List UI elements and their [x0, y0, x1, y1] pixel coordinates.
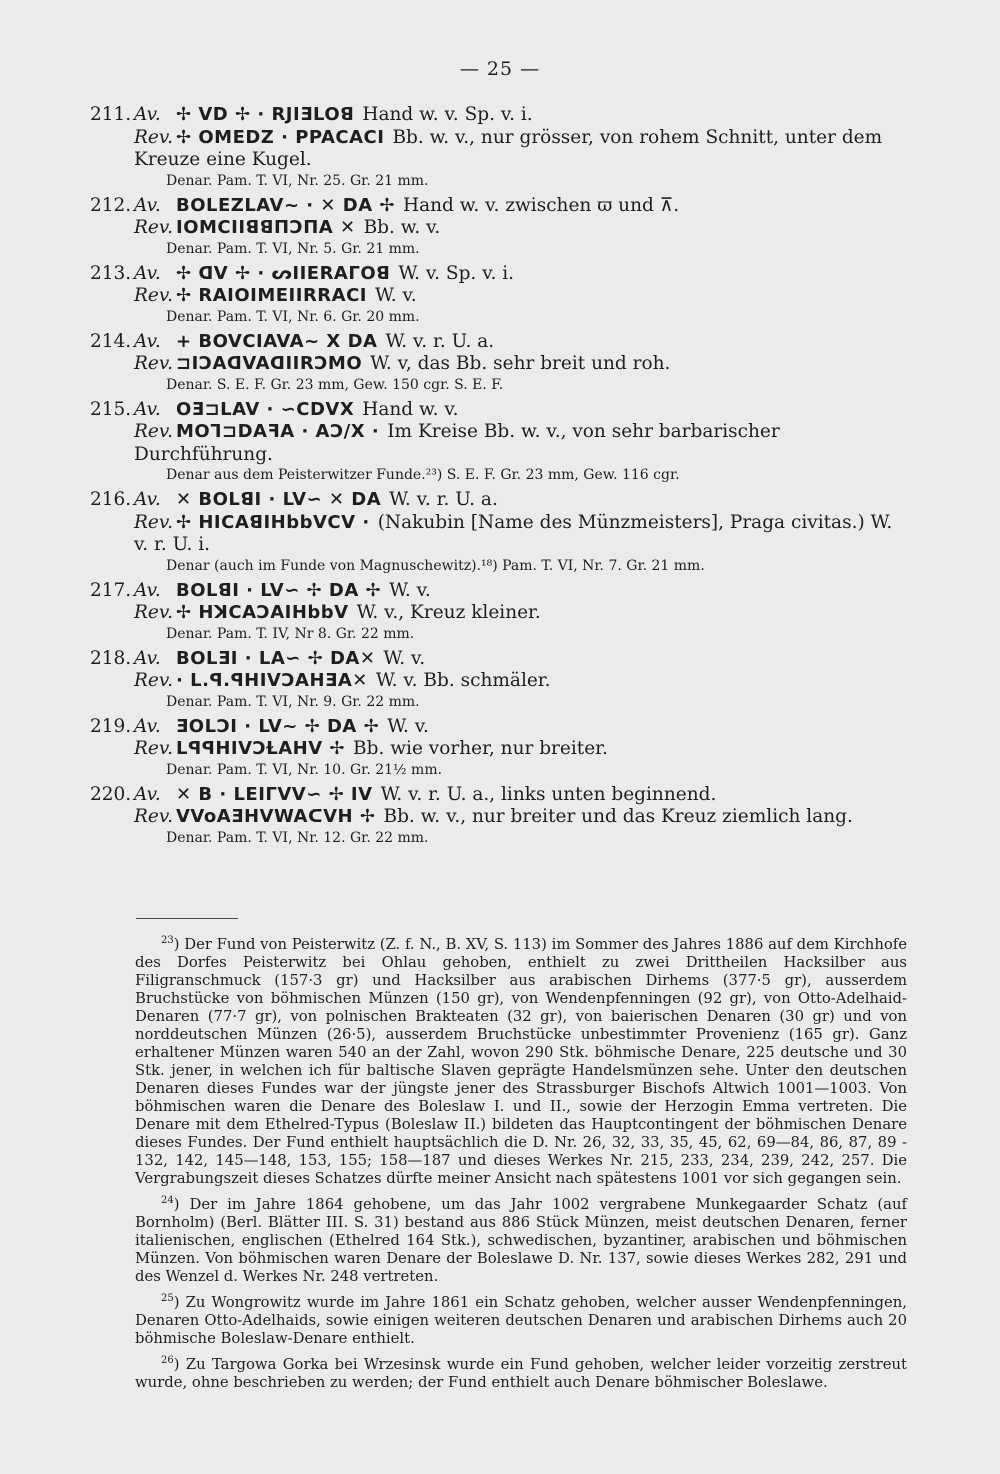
obverse-line	[90, 715, 910, 739]
coin-metadata: Denar. Pam. T. VI, Nr. 10. Gr. 21½ mm.	[166, 761, 443, 778]
reverse-label: Rev.	[134, 126, 174, 148]
reverse-label: Rev.	[134, 806, 174, 827]
footnotes	[135, 932, 907, 1396]
footnote-text: ) Zu Targowa Gorka bei Wrzesinsk wurde ein Fund gehoben, welcher leider vorzeitig zerstreut wurde, ohne beschrieben zu werden; der Fund enthielt auch Denare böhmischer Boleslawe.	[135, 1355, 907, 1391]
obverse-label: Av.	[134, 783, 161, 805]
obverse-description: Hand w. v. zwischen ϖ und ⊼.	[402, 194, 680, 216]
coin-entry	[90, 489, 910, 576]
reverse-description: W. v, das Bb. sehr breit und roh.	[370, 353, 671, 374]
obverse-description: W. v.	[389, 579, 431, 601]
obverse-description: W. v.	[383, 647, 426, 669]
reverse-line	[134, 353, 910, 376]
entry-number: 211.	[90, 104, 132, 125]
obverse-line	[90, 783, 910, 807]
coin-metadata: Denar. Pam. T. VI, Nr. 12. Gr. 22 mm.	[166, 829, 429, 846]
reverse-legend: VVoAƎHVWAᑕVH ✢	[176, 806, 376, 827]
obverse-line	[90, 330, 910, 354]
coin-entries	[90, 104, 910, 852]
obverse-label: Av.	[134, 104, 161, 125]
footnote-mark: 24	[161, 1194, 174, 1206]
entry-number: 218.	[90, 647, 132, 669]
entry-number: 216.	[90, 489, 132, 510]
coin-metadata: Denar (auch im Funde von Magnuschewitz).¹⁸) Pam. T. VI, Nr. 7. Gr. 21 mm.	[166, 557, 705, 574]
footnote-mark: 26	[161, 1354, 174, 1366]
footnote	[135, 932, 907, 1188]
reverse-line	[134, 217, 910, 240]
obverse-line	[90, 579, 910, 603]
obverse-label: Av.	[134, 489, 161, 510]
obverse-description: W. v. r. U. a.	[385, 330, 495, 352]
footnote-mark: 23	[161, 935, 174, 946]
reverse-line	[134, 285, 910, 308]
reverse-description: W. v., Kreuz kleiner.	[356, 602, 541, 623]
footnote-mark: 25	[161, 1292, 174, 1304]
obverse-description: Hand w. v.	[362, 398, 459, 420]
reverse-description: Bb. w. v., nur breiter und das Kreuz ziemlich lang.	[383, 806, 853, 827]
obverse-line	[90, 194, 910, 218]
coin-metadata: Denar. Pam. T. VI, Nr. 25. Gr. 21 mm.	[166, 172, 429, 189]
coin-entry	[90, 648, 910, 712]
coin-entry	[90, 580, 910, 644]
obverse-legend: ✢ VD ✢ · RJIƎLOꓭ	[176, 104, 355, 125]
reverse-legend: ✢ HꓘCAƆAIHbbV	[176, 602, 349, 623]
reverse-line	[134, 670, 910, 693]
obverse-label: Av.	[134, 194, 161, 216]
reverse-description: Bb. w. v., nur grösser, von rohem Schnitt, unter dem Kreuze eine Kugel.	[134, 126, 883, 170]
obverse-line	[90, 262, 910, 286]
reverse-label: Rev.	[134, 421, 174, 442]
reverse-label: Rev.	[134, 217, 174, 238]
coin-entry	[90, 331, 910, 395]
coin-entry	[90, 104, 910, 191]
coin-entry	[90, 784, 910, 848]
entry-number: 220.	[90, 783, 132, 805]
obverse-description: W. v. r. U. a.	[389, 489, 498, 510]
reverse-legend: ✢ OMEDZ · PPACACI	[176, 126, 385, 148]
reverse-description: Im Kreise Bb. w. v., von sehr barbarischer Durchführung.	[134, 421, 780, 465]
reverse-legend: MOᒣ⊐DAꟻA · AƆ/X ·	[176, 421, 380, 442]
footnote	[135, 1192, 907, 1286]
page-number: — 25 —	[459, 58, 541, 80]
entry-number: 213.	[90, 262, 132, 284]
coin-entry	[90, 263, 910, 327]
obverse-label: Av.	[134, 398, 161, 420]
reverse-description: Bb. wie vorher, nur breiter.	[353, 738, 608, 759]
obverse-line	[90, 104, 910, 127]
obverse-description: W. v. Sp. v. i.	[398, 262, 515, 284]
reverse-line	[134, 421, 910, 466]
footnote	[135, 1352, 907, 1392]
reverse-label: Rev.	[134, 285, 174, 306]
reverse-label: Rev.	[134, 511, 174, 533]
obverse-legend: ✕ BOLꓭI · LV∽ ✕ DA	[176, 489, 382, 510]
obverse-legend: ✢ ᗡV ✢ · ᔕIIERAΓOꓭ	[176, 262, 391, 284]
coin-metadata: Denar aus dem Peisterwitzer Funde.²³) S. E. F. Gr. 23 mm, Gew. 116 cgr.	[166, 467, 680, 483]
coin-entry	[90, 716, 910, 780]
obverse-line	[90, 647, 910, 671]
coin-metadata: Denar. Pam. T. VI, Nr. 6. Gr. 20 mm.	[166, 308, 420, 325]
obverse-legend: BOLEZLAV~ · ✕ DA ✢	[176, 194, 395, 216]
reverse-legend: LꟼꟼHIVƆⱢAHV ✢	[176, 738, 346, 759]
reverse-label: Rev.	[134, 353, 174, 374]
obverse-line	[90, 489, 910, 512]
obverse-label: Av.	[134, 579, 161, 601]
reverse-legend: ⊐IƆAᗡVAᗡIIRƆMO	[176, 353, 363, 374]
obverse-legend: BOLꓭI · LV∽ ✢ DA ✢	[176, 579, 382, 601]
coin-entry	[90, 399, 910, 486]
footnote-text: ) Der Fund von Peisterwitz (Z. f. N., B. XV, S. 113) im Sommer des Jahres 1886 auf dem Kirchhofe des Dorfes Peisterwitz bei Ohlau gehoben, enthielt zu zwei Drittheilen Hacksilber aus Filigranschmuck (157·3 gr) und Hacksilber aus arabischen Dirhems (377·5 gr), ausserdem Bruchstücke von böhmischen Münzen (150 gr), von Wendenpfenningen (92 gr), von Otto-Adelhaid-Denaren (77·7 gr), von polnischen Brakteaten (32 gr), von baierischen Denaren (30 gr) und von norddeutschen Münzen (26·5), ausserdem Bruchstücke unbestimmter Provenienz (165 gr). Ganz erhaltener Münzen waren 540 an der Zahl, wovon 290 Stk. böhmische Denare, 225 deutsche und 30 Stk. jener, in welchen ich für baltische Slaven geprägte Handelsmünzen sehe. Unter den deutschen Denaren dieses Fundes war der jüngste jener des Strassburger Bischofs Altwich 1001—1003. Von böhmischen waren die Denare des Boleslaw I. und II., sowie der Herzogin Emma vertreten. Die Denare mit dem Ethelred-Typus (Boleslaw II.) bildeten das Hauptcontingent der böhmischen Denare dieses Fundes. Der Fund enthielt hauptsächlich die D. Nr. 26, 32, 33, 35, 45, 62, 69—84, 86, 87, 89 - 132, 142, 145—148, 153, 155; 158—187 und dieses Werkes Nr. 215, 233, 234, 239, 242, 257. Die Vergrabungszeit dieses Schatzes dürfte meiner Ansicht nach spätestens 1001 vor sich gegangen sein.	[135, 935, 907, 1187]
reverse-line	[134, 512, 910, 557]
reverse-line	[134, 806, 910, 829]
coin-metadata: Denar. S. E. F. Gr. 23 mm, Gew. 150 cgr. S. E. F.	[166, 376, 504, 393]
obverse-label: Av.	[134, 262, 161, 284]
coin-metadata: Denar. Pam. T. VI, Nr. 5. Gr. 21 mm.	[166, 240, 420, 257]
obverse-description: W. v. r. U. a., links unten beginnend.	[380, 783, 717, 805]
entry-number: 214.	[90, 330, 132, 352]
reverse-description: W. v. Bb. schmäler.	[375, 670, 551, 691]
reverse-label: Rev.	[134, 738, 174, 759]
entry-number: 212.	[90, 194, 132, 216]
obverse-label: Av.	[134, 715, 161, 737]
entry-number: 219.	[90, 715, 132, 737]
obverse-description: Hand w. v. Sp. v. i.	[362, 104, 533, 125]
obverse-legend: + BOVCIAVA~ X DA	[176, 330, 378, 352]
reverse-label: Rev.	[134, 670, 174, 691]
obverse-line	[90, 398, 910, 422]
footnote-rule	[136, 918, 238, 919]
reverse-legend: ✢ RAIOIMEIIRRACI	[176, 285, 367, 306]
reverse-description: Bb. w. v.	[363, 217, 441, 238]
obverse-label: Av.	[134, 330, 161, 352]
reverse-line	[134, 602, 910, 625]
footnote-text: ) Der im Jahre 1864 gehobene, um das Jahr 1002 vergrabene Munkegaarder Schatz (auf Bornholm) (Berl. Blätter III. S. 31) bestand aus 886 Stück Münzen, meist deutschen Denaren, ferner italienischen, englischen (Ethelred 164 Stk.), schwedischen, byzantiner, arabischen und böhmischen Münzen. Von böhmischen waren Denare der Boleslawe D. Nr. 137, sowie dieses Werkes 282, 291 und des Wenzel d. Werkes Nr. 248 vertreten.	[135, 1195, 907, 1285]
obverse-description: W. v.	[387, 715, 429, 737]
obverse-legend: BOLƎI · LA∽ ✢ DA✕	[176, 647, 376, 669]
coin-entry	[90, 195, 910, 259]
footnote	[135, 1290, 907, 1348]
reverse-legend: · L.ꟼ.ꟼHIVƆAHƎA✕	[176, 670, 368, 691]
obverse-legend: OƎ⊐LAV · ∽CDVX	[176, 398, 355, 420]
coin-metadata: Denar. Pam. T. IV, Nr 8. Gr. 22 mm.	[166, 625, 415, 642]
obverse-legend: ✕ B · LEIΓVV∽ ✢ IV	[176, 783, 373, 805]
entry-number: 215.	[90, 398, 132, 420]
footnote-text: ) Zu Wongrowitz wurde im Jahre 1861 ein Schatz gehoben, welcher ausser Wendenpfenningen, Denaren Otto-Adelhaids, sowie einigen weiteren deutschen Denaren und arabischen Dirhems auch 20 böhmische Boleslaw-Denare enthielt.	[135, 1293, 907, 1347]
reverse-line	[134, 127, 910, 172]
obverse-legend: ƎOLƆI · LV~ ✢ DA ✢	[176, 715, 380, 737]
reverse-legend: ✢ HICAꓭIHbbVCV ·	[176, 511, 370, 533]
reverse-legend: IOMCIIꓭꓭΠƆΠA ✕	[176, 217, 356, 238]
reverse-description: (Nakubin [Name des Münzmeisters], Praga civitas.) W. v. r. U. i.	[134, 511, 893, 555]
entry-number: 217.	[90, 579, 132, 601]
reverse-label: Rev.	[134, 602, 174, 623]
reverse-description: W. v.	[375, 285, 417, 306]
coin-metadata: Denar. Pam. T. VI, Nr. 9. Gr. 22 mm.	[166, 693, 420, 710]
reverse-line	[134, 738, 910, 761]
obverse-label: Av.	[134, 647, 161, 669]
